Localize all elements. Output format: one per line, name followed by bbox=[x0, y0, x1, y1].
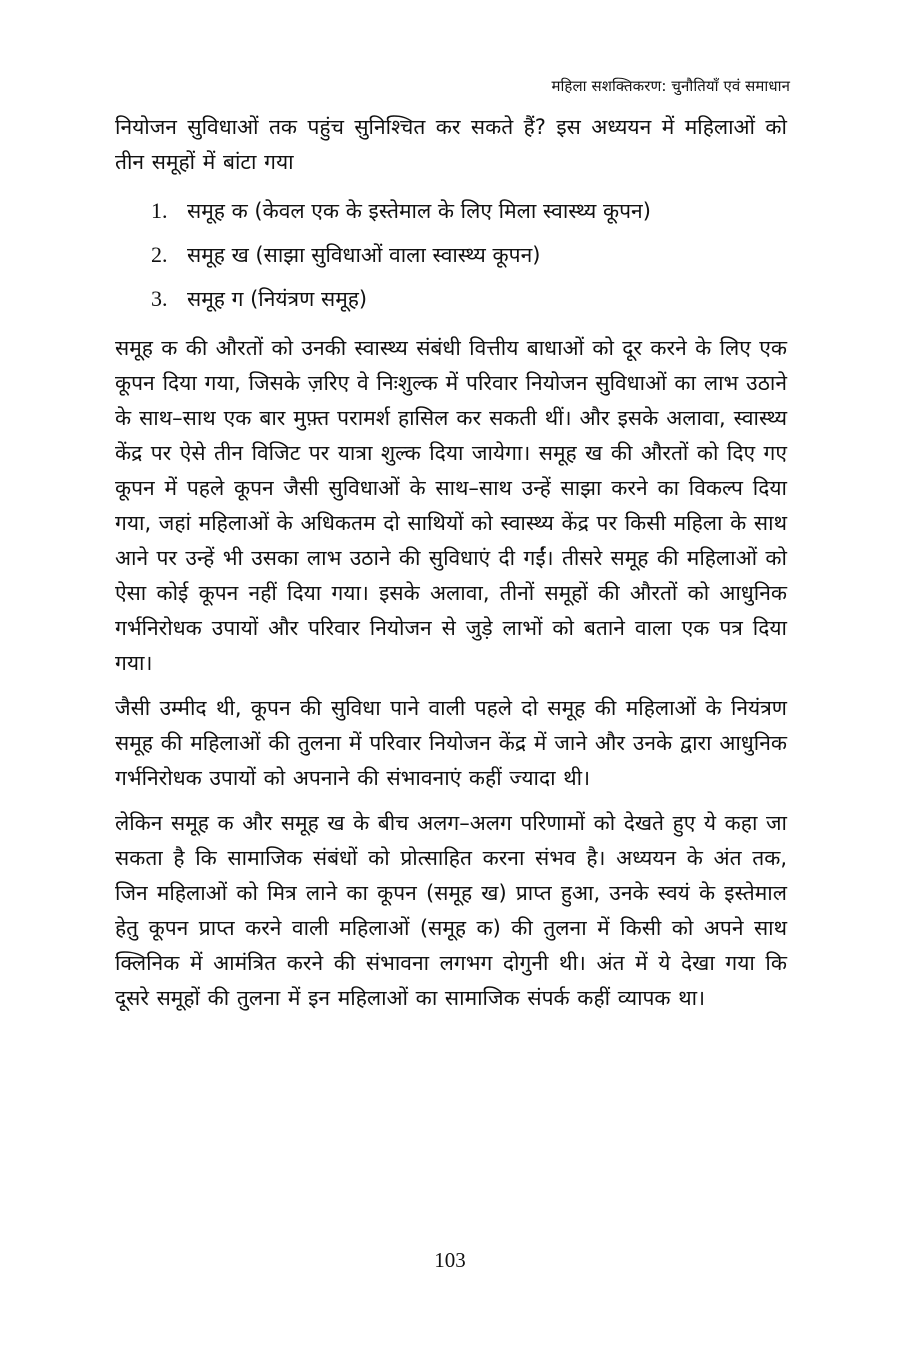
body-paragraph-2: जैसी उम्मीद थी, कूपन की सुविधा पाने वाली पहले दो समूह की महिलाओं के नियंत्रण समूह की महिलाओं की तुलना में परिवार नियोजन केंद्र में जाने और उनके द्वारा आधुनिक गर्भनिरोधक उपायों को अपनाने की संभावनाएं कहीं ज्यादा थी। bbox=[115, 696, 787, 790]
list-item bbox=[151, 233, 787, 277]
list-item-number: 1. bbox=[151, 198, 168, 223]
list-item-number: 3. bbox=[151, 286, 168, 311]
list-item-text: समूह ख (साझा सुविधाओं वाला स्वास्थ्य कूपन) bbox=[187, 243, 541, 267]
list-item-number: 2. bbox=[151, 242, 168, 267]
list-item-text: समूह ग (नियंत्रण समूह) bbox=[187, 287, 368, 311]
list-item-text: समूह क (केवल एक के इस्तेमाल के लिए मिला स्वास्थ्य कूपन) bbox=[187, 199, 651, 223]
body-paragraph-3: लेकिन समूह क और समूह ख के बीच अलग–अलग परिणामों को देखते हुए ये कहा जा सकता है कि सामाजिक संबंधों को प्रोत्साहित करना संभव है। अध्ययन के अंत तक, जिन महिलाओं को मित्र लाने का कूपन (समूह ख) प्राप्त हुआ, उनके स्वयं के इस्तेमाल हेतु कूपन प्राप्त करने वाली महिलाओं (समूह क) की तुलना में किसी को अपने साथ क्लिनिक में आमंत्रित करने की संभावना लगभग दोगुनी थी। अंत में ये देखा गया कि दूसरे समूहों की तुलना में इन महिलाओं का सामाजिक संपर्क कहीं व्यापक था। bbox=[115, 811, 787, 1010]
intro-paragraph: नियोजन सुविधाओं तक पहुंच सुनिश्चित कर सकते हैं? इस अध्ययन में महिलाओं को तीन समूहों में बांटा गया bbox=[115, 115, 787, 174]
list-item bbox=[151, 189, 787, 233]
running-header: महिला सशक्तिकरण: चुनौतियाँ एवं समाधान bbox=[551, 77, 790, 95]
page-body bbox=[115, 110, 787, 1016]
group-list bbox=[115, 189, 787, 321]
body-paragraph-1: समूह क की औरतों को उनकी स्वास्थ्य संबंधी वित्तीय बाधाओं को दूर करने के लिए एक कूपन दिया गया, जिसके ज़रिए वे निःशुल्क में परिवार नियोजन सुविधाओं का लाभ उठाने के साथ–साथ एक बार मुफ़्त परामर्श हासिल कर सकती थीं। और इसके अलावा, स्वास्थ्य केंद्र पर ऐसे तीन विजिट पर यात्रा शुल्क दिया जायेगा। समूह ख की औरतों को दिए गए कूपन में पहले कूपन जैसी सुविधाओं के साथ–साथ उन्हें साझा करने का विकल्प दिया गया, जहां महिलाओं के अधिकतम दो साथियों को स्वास्थ्य केंद्र पर किसी महिला के साथ आने पर उन्हें भी उसका लाभ उठाने की सुविधाएं दी गईं। तीसरे समूह की महिलाओं को ऐसा कोई कूपन नहीं दिया गया। इसके अलावा, तीनों समूहों की औरतों को आधुनिक गर्भनिरोधक उपायों और परिवार नियोजन से जुड़े लाभों को बताने वाला एक पत्र दिया गया। bbox=[115, 336, 787, 675]
list-item bbox=[151, 277, 787, 321]
page-number: 103 bbox=[434, 1248, 466, 1272]
